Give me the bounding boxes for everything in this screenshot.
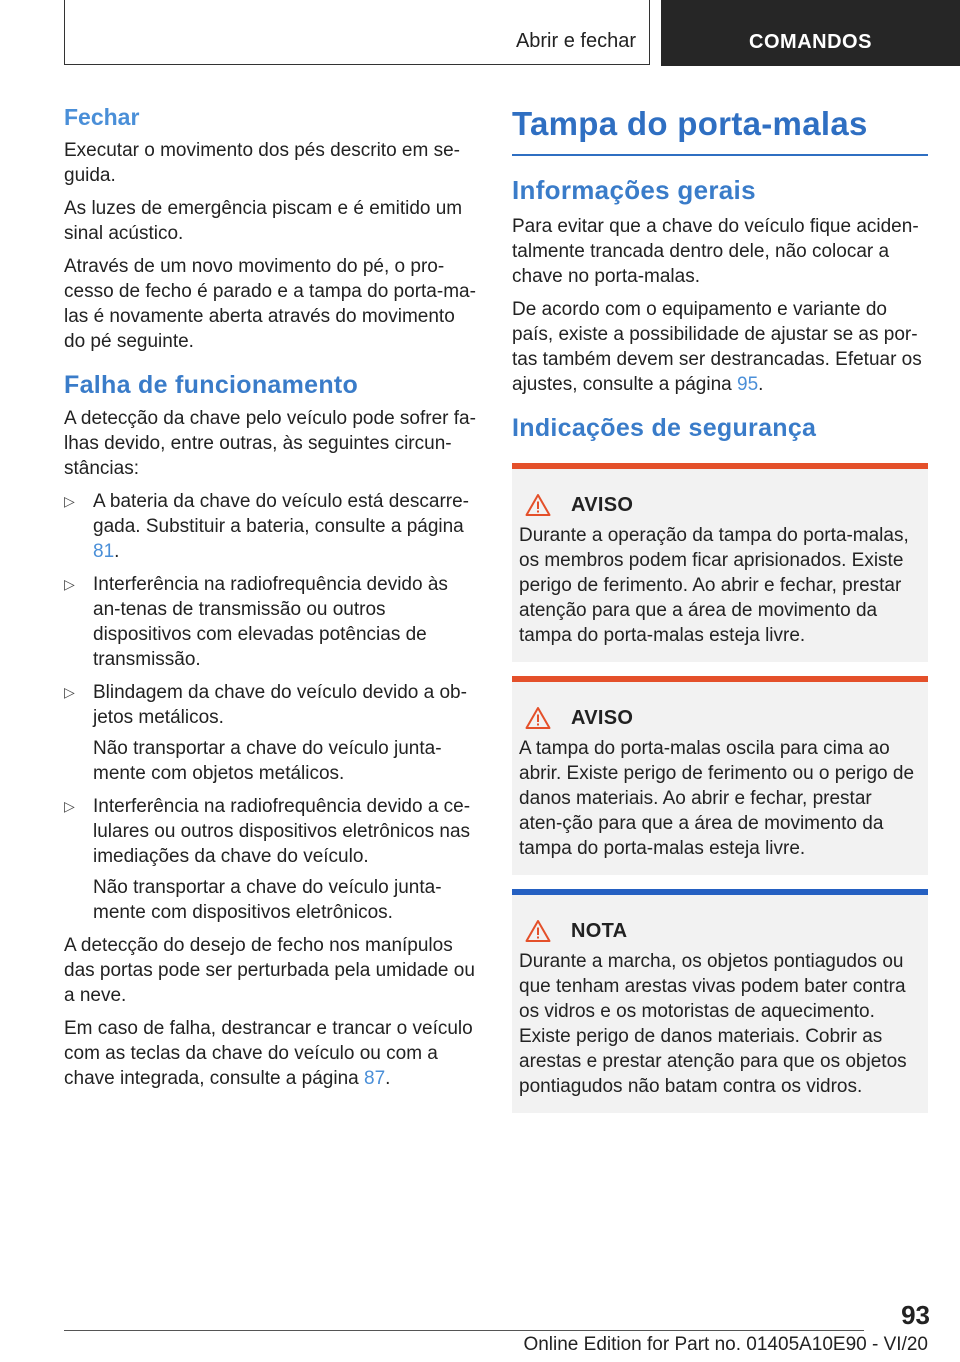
warning-triangle-icon [525,493,551,517]
list-item: ▷ A bateria da chave do veículo está descarre-gada. Substituir a bateria, consulte a página 81. [64,491,470,562]
triangle-bullet-icon: ▷ [64,576,75,592]
list-item-text: A bateria da chave do veículo está descarre-gada. Substituir a bateria, consulte a página [93,491,470,537]
safety-heading: Indicações de segurança [512,414,817,442]
note-label: NOTA [571,919,628,942]
header-section-title: Abrir e fechar [515,30,636,52]
page-link-95[interactable]: 95 [737,374,759,395]
list-item-text: Interferência na radiofrequência devido a ce-lulares ou outros dispositivos eletrônicos nas imediações da chave do veículo. [93,796,471,867]
list-item-subtext: Não transportar a chave do veículo junta-mente com objetos metálicos. [93,738,442,784]
paragraph: Para evitar que a chave do veículo fique aciden-talmente trancada dentro dele, não colocar a chave no porta-malas. [512,216,919,287]
failure-causes-list [64,489,477,925]
footer-edition: Online Edition for Part no. 01405A10E90 - VI/20 [523,1334,928,1355]
warning-text: Durante a operação da tampa do porta-malas, os membros podem ficar aprisionados. Existe perigo de ferimento. Ao abrir e fechar, prestar atenção para que a área de movimento da tampa do porta-malas esteja livre. [519,525,909,646]
note-text: Durante a marcha, os objetos pontiagudos ou que tenham arestas vivas podem bater contra os vidros e os motoristas de aquecimento. Existe perigo de danos materiais. Cobrir as arestas e prestar atenção para que os objetos pontiagudos não batam contra os vidros. [519,951,907,1097]
warning-triangle-icon [525,919,551,943]
list-item [64,680,477,786]
header-bottom-rule [64,64,650,65]
warning-box [512,676,928,875]
warning-text: A tampa do porta-malas oscila para cima ao abrir. Existe perigo de ferimento ou o perigo de danos materiais. Ao abrir e fechar, prestar aten-ção para que a área de movimento da tampa do porta-malas esteja livre. [519,738,915,859]
fechar-heading: Fechar [64,104,140,130]
header-chapter-tab: COMANDOS [661,0,960,66]
paragraph: Através de um novo movimento do pé, o pro-cesso de fecho é parado e a tampa do porta-ma-las é novamente aberta através do movimento do pé seguinte. [64,256,476,352]
triangle-bullet-icon: ▷ [64,493,75,509]
paragraph: A detecção da chave pelo veículo pode sofrer fa-lhas devido, entre outras, às seguintes circun-stâncias: [64,408,476,479]
list-item [64,572,477,672]
falha-heading: Falha de funcionamento [64,371,359,399]
list-item [64,794,477,925]
warning-box [512,463,928,662]
page-link-81[interactable]: 81 [93,541,115,562]
note-box [512,889,928,1113]
list-item-subtext: Não transportar a chave do veículo junta-mente com dispositivos eletrônicos. [93,877,442,923]
header-divider [649,0,650,65]
page-number: 93 [901,1300,930,1330]
warning-label: AVISO [571,706,634,729]
list-item-text: Interferência na radiofrequência devido às an-tenas de transmissão ou outros dispositivos com elevadas potências de transmissão. [93,574,448,670]
right-column: Tampa do porta-malas Informações gerais Para evitar que a chave do veículo fique aciden-talmente trancada dentro dele, não colocar a chave no porta-malas. De acordo com o equipamento e variante do país, existe a possibilidade de ajustar se as por-tas também devem ser destrancadas. Efetuar os ajustes, consulte a página 95. Indicações de segurança AVISO Durante a operação da tampa do porta-malas, os membros podem ficar aprisionados. Existe perigo de ferimento. Ao abrir e fechar, prestar atenção para que a área de movimento da tampa do porta-malas esteja livre. AVISO A tampa do porta-malas oscila para cima ao abrir. Existe perigo de ferimento ou o perigo de danos materiais. Ao abrir e fechar, prestar aten-ção para que a área de movimento da tampa do porta-malas esteja livre. NOTA Durante a marcha, os objetos pontiagudos ou que tenham arestas vivas podem bater contra os vidros e os motoristas de aquecimento. Existe perigo de danos materiais. Cobrir as arestas e prestar atenção para que os objetos pontiagudos não batam contra os vidros. [512,100,928,1127]
warning-label: AVISO [571,493,634,516]
page-header [0,0,960,66]
info-heading: Informações gerais [512,175,756,205]
left-column: Fechar Executar o movimento dos pés descrito em se-guida. As luzes de emergência piscam e é emitido um sinal acústico. Através de um novo movimento do pé, o pro-cesso de fecho é parado e a tampa do porta-ma-las é novamente aberta através do movimento do pé seguinte. Falha de funcionamento A detecção da chave pelo veículo pode sofrer fa-lhas devido, entre outras, às seguintes circun-stâncias: ▷ A bateria da chave do veículo está descarre-gada. Substituir a bateria, consulte a página 81. ▷ Interferência na radiofrequência devido às an-tenas de transmissão ou outros dispositivos com elevadas potências de transmissão. ▷ Blindagem da chave do veículo devido a ob-jetos metálicos. Não transportar a chave do veículo junta-mente com objetos metálicos. ▷ Interferência na radiofrequência devido a ce-lulares ou outros dispositivos eletrônicos nas imediações da chave do veículo. Não transportar a chave do veículo junta-mente com dispositivos eletrônicos. A detecção do desejo de fecho nos manípulos das portas pode ser perturbada pela umidade ou a neve. Em caso de falha, destrancar e trancar o veículo com as teclas da chave do veículo ou com a chave integrada, consulte a página 87. [64,100,477,1099]
main-title: Tampa do porta-malas [512,100,928,156]
paragraph: Executar o movimento dos pés descrito em se-guida. [64,140,461,186]
footer-rule [64,1330,864,1331]
paragraph: De acordo com o equipamento e variante do país, existe a possibilidade de ajustar se as por-tas também devem ser destrancadas. Efetuar os ajustes, consulte a página [512,299,922,395]
paragraph: As luzes de emergência piscam e é emitido um sinal acústico. [64,198,463,244]
warning-triangle-icon [525,706,551,730]
list-item-text: Blindagem da chave do veículo devido a ob-jetos metálicos. [93,682,467,728]
triangle-bullet-icon: ▷ [64,684,75,700]
page-link-87[interactable]: 87 [364,1068,386,1089]
paragraph: Em caso de falha, destrancar e trancar o veículo com as teclas da chave do veículo ou com a chave integrada, consulte a página [64,1018,473,1089]
triangle-bullet-icon: ▷ [64,798,75,814]
paragraph: A detecção do desejo de fecho nos manípulos das portas pode ser perturbada pela umidade ou a neve. [64,935,475,1006]
